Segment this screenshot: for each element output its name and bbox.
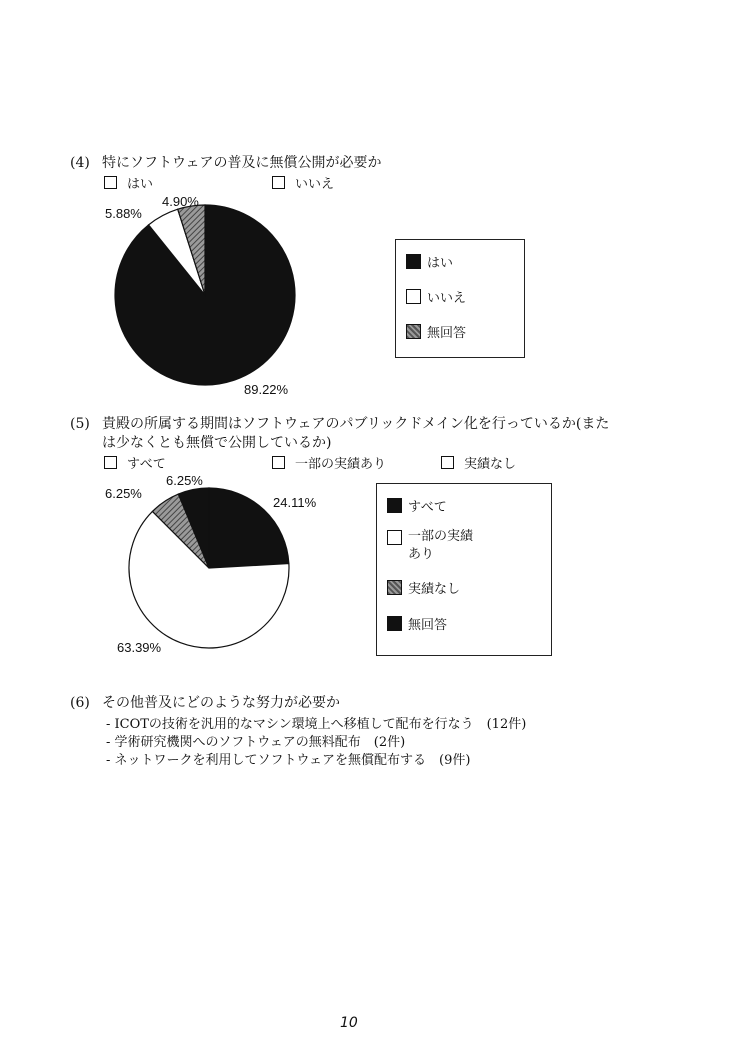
q4-legend-item-yes	[406, 252, 453, 271]
checkbox-icon	[441, 456, 454, 469]
q6-question	[70, 692, 340, 712]
white-swatch-icon	[406, 289, 421, 304]
q5-legend-label-no-answer: 無回答	[408, 618, 448, 633]
q6-question-text: その他普及にどのような努力が必要か	[102, 695, 340, 711]
q4-label-yes: 89.22%	[244, 382, 289, 397]
checkbox-icon	[272, 176, 285, 189]
q5-legend-label-none: 実績なし	[408, 582, 461, 597]
q5-label-partial: 63.39%	[117, 640, 162, 655]
q4-option-yes	[104, 173, 153, 192]
checkbox-icon	[272, 456, 285, 469]
gray-swatch-icon	[387, 580, 402, 595]
q5-option-partial-label: 一部の実績あり	[295, 457, 387, 472]
q5-label-none: 6.25%	[105, 486, 142, 501]
q6-item: - ネットワークを利用してソフトウェアを無償配布する (9件)	[106, 753, 471, 768]
q4-label-no-answer: 4.90%	[162, 194, 199, 209]
q5-question-line1	[70, 413, 609, 433]
black-swatch-icon	[406, 254, 421, 269]
q4-question	[70, 152, 381, 172]
q5-label-no-answer: 6.25%	[166, 473, 203, 488]
q4-legend	[395, 239, 525, 358]
q4-number: (4)	[70, 155, 90, 171]
gray-swatch-icon	[406, 324, 421, 339]
q6-number: (6)	[70, 695, 90, 711]
q5-legend	[376, 483, 552, 656]
q5-question-text-1: 貴殿の所属する期間はソフトウェアのパブリックドメイン化を行っているか(また	[102, 416, 610, 432]
q5-option-all-label: すべて	[127, 457, 166, 472]
q5-legend-label-all: すべて	[408, 500, 447, 515]
q5-option-none-label: 実績なし	[464, 457, 517, 472]
page-number: 10	[340, 1015, 358, 1031]
q5-option-partial	[272, 453, 386, 472]
q5-legend-item-partial	[387, 530, 473, 564]
checkbox-icon	[104, 176, 117, 189]
checkbox-icon	[104, 456, 117, 469]
black-swatch-icon	[387, 616, 402, 631]
q5-option-all	[104, 453, 166, 472]
q4-question-text: 特にソフトウェアの普及に無償公開が必要か	[102, 155, 382, 171]
q5-legend-item-all	[387, 496, 447, 515]
q4-label-no: 5.88%	[105, 206, 142, 221]
q4-option-no	[272, 173, 334, 192]
q4-legend-label-no: いいえ	[427, 291, 467, 306]
q4-option-no-label: いいえ	[295, 177, 335, 192]
q4-legend-label-no-answer: 無回答	[427, 326, 467, 341]
q4-legend-item-no	[406, 287, 466, 306]
q5-legend-item-no-answer	[387, 614, 447, 633]
q6-item: - 学術研究機関へのソフトウェアの無料配布 (2件)	[106, 735, 406, 750]
q4-pie-chart	[100, 195, 320, 405]
q5-question-line2: は少なくとも無償で公開しているか)	[102, 435, 332, 451]
black-swatch-icon	[387, 498, 402, 513]
q4-legend-item-no-answer	[406, 322, 466, 341]
q5-number: (5)	[70, 416, 90, 432]
q4-legend-label-yes: はい	[427, 256, 454, 271]
q5-legend-item-none	[387, 578, 460, 597]
q5-legend-label-partial: 一部の実績 あり	[408, 529, 474, 562]
white-swatch-icon	[387, 530, 402, 545]
q5-option-none	[441, 453, 516, 472]
q4-option-yes-label: はい	[127, 177, 154, 192]
q6-item: - ICOTの技術を汎用的なマシン環境上へ移植して配布を行なう (12件)	[106, 717, 527, 732]
q5-label-all: 24.11%	[273, 495, 317, 510]
